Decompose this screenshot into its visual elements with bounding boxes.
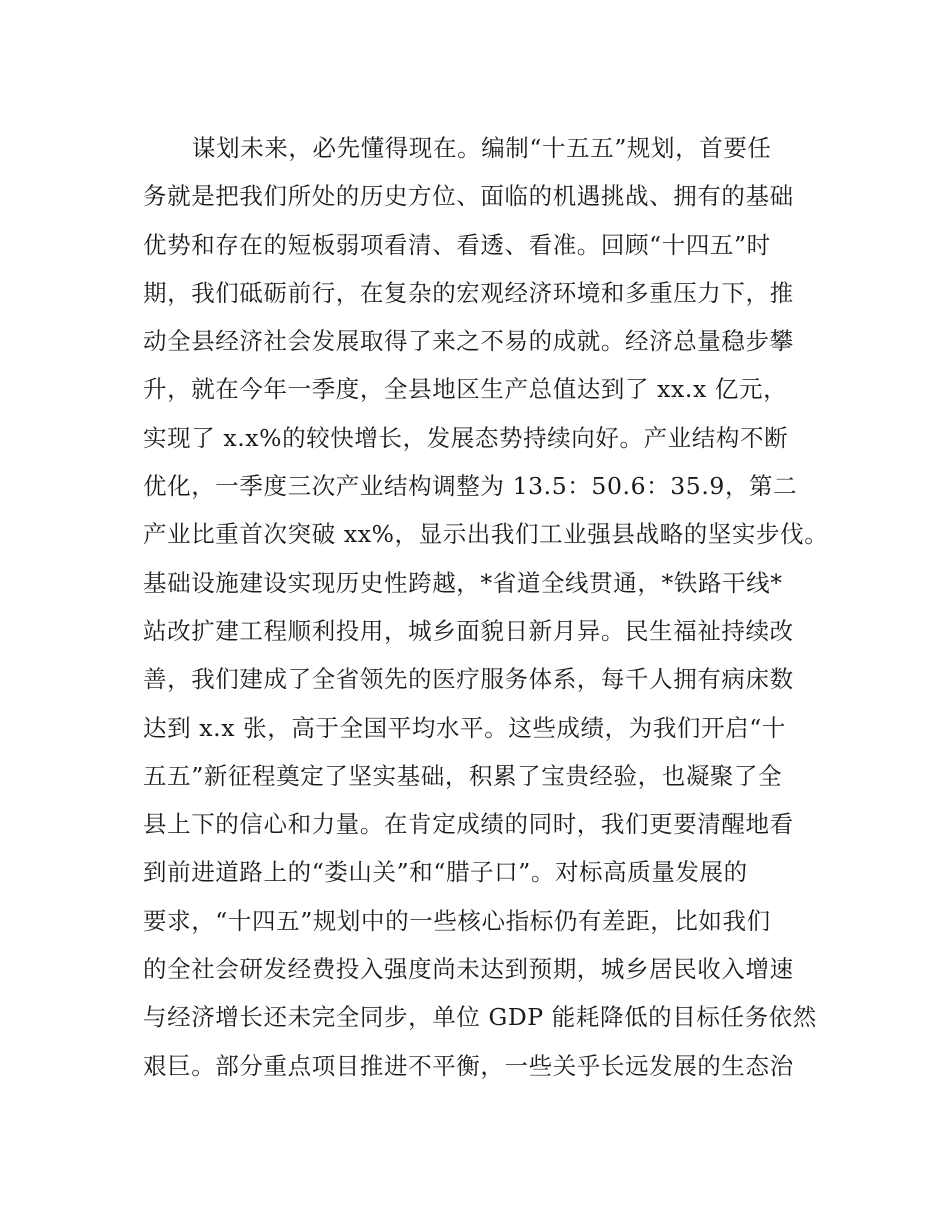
paragraph-line: 动全县经济社会发展取得了来之不易的成就。经济总量稳步攀 xyxy=(143,327,794,356)
paragraph-line: 务就是把我们所处的历史方位、面临的机遇挑战、拥有的基础 xyxy=(143,182,794,211)
paragraph-line: 基础设施建设实现历史性跨越，*省道全线贯通，*铁路干线* xyxy=(143,568,783,597)
paragraph-line: 五五”新征程奠定了坚实基础，积累了宝贵经验，也凝聚了全 xyxy=(143,761,783,790)
paragraph-line: 产业比重首次突破 xx%，显示出我们工业强县战略的坚实步伐。 xyxy=(143,520,829,549)
paragraph-line: 善，我们建成了全省领先的医疗服务体系，每千人拥有病床数 xyxy=(143,665,794,694)
paragraph-line: 谋划未来，必先懂得现在。编制“十五五”规划，首要任 xyxy=(192,134,772,162)
paragraph-line: 优化，一季度三次产业结构调整为 13.5：50.6：35.9，第二 xyxy=(143,472,798,501)
paragraph-line: 达到 x.x 张，高于全国平均水平。这些成绩，为我们开启“十 xyxy=(143,713,786,742)
paragraph-line: 与经济增长还未完全同步，单位 GDP 能耗降低的目标任务依然 xyxy=(143,1003,817,1032)
paragraph-line: 优势和存在的短板弱项看清、看透、看准。回顾“十四五”时 xyxy=(143,230,771,259)
paragraph-line: 升，就在今年一季度，全县地区生产总值达到了 xx.x 亿元， xyxy=(143,375,788,404)
paragraph-line: 的全社会研发经费投入强度尚未达到预期，城乡居民收入增速 xyxy=(143,955,794,984)
body-paragraph xyxy=(143,124,829,1090)
paragraph-line: 要求，“十四五”规划中的一些核心指标仍有差距，比如我们 xyxy=(143,906,771,935)
paragraph-line: 站改扩建工程顺利投用，城乡面貌日新月异。民生福祉持续改 xyxy=(143,616,794,645)
paragraph-line: 实现了 x.x%的较快增长，发展态势持续向好。产业结构不断 xyxy=(143,423,789,452)
paragraph-line: 到前进道路上的“娄山关”和“腊子口”。对标高质量发展的 xyxy=(143,858,748,887)
paragraph-line: 县上下的信心和力量。在肯定成绩的同时，我们更要清醒地看 xyxy=(143,810,794,839)
paragraph-line: 艰巨。部分重点项目推进不平衡，一些关乎长远发展的生态治 xyxy=(143,1051,794,1080)
paragraph-line: 期，我们砥砺前行，在复杂的宏观经济环境和多重压力下，推 xyxy=(143,278,794,307)
